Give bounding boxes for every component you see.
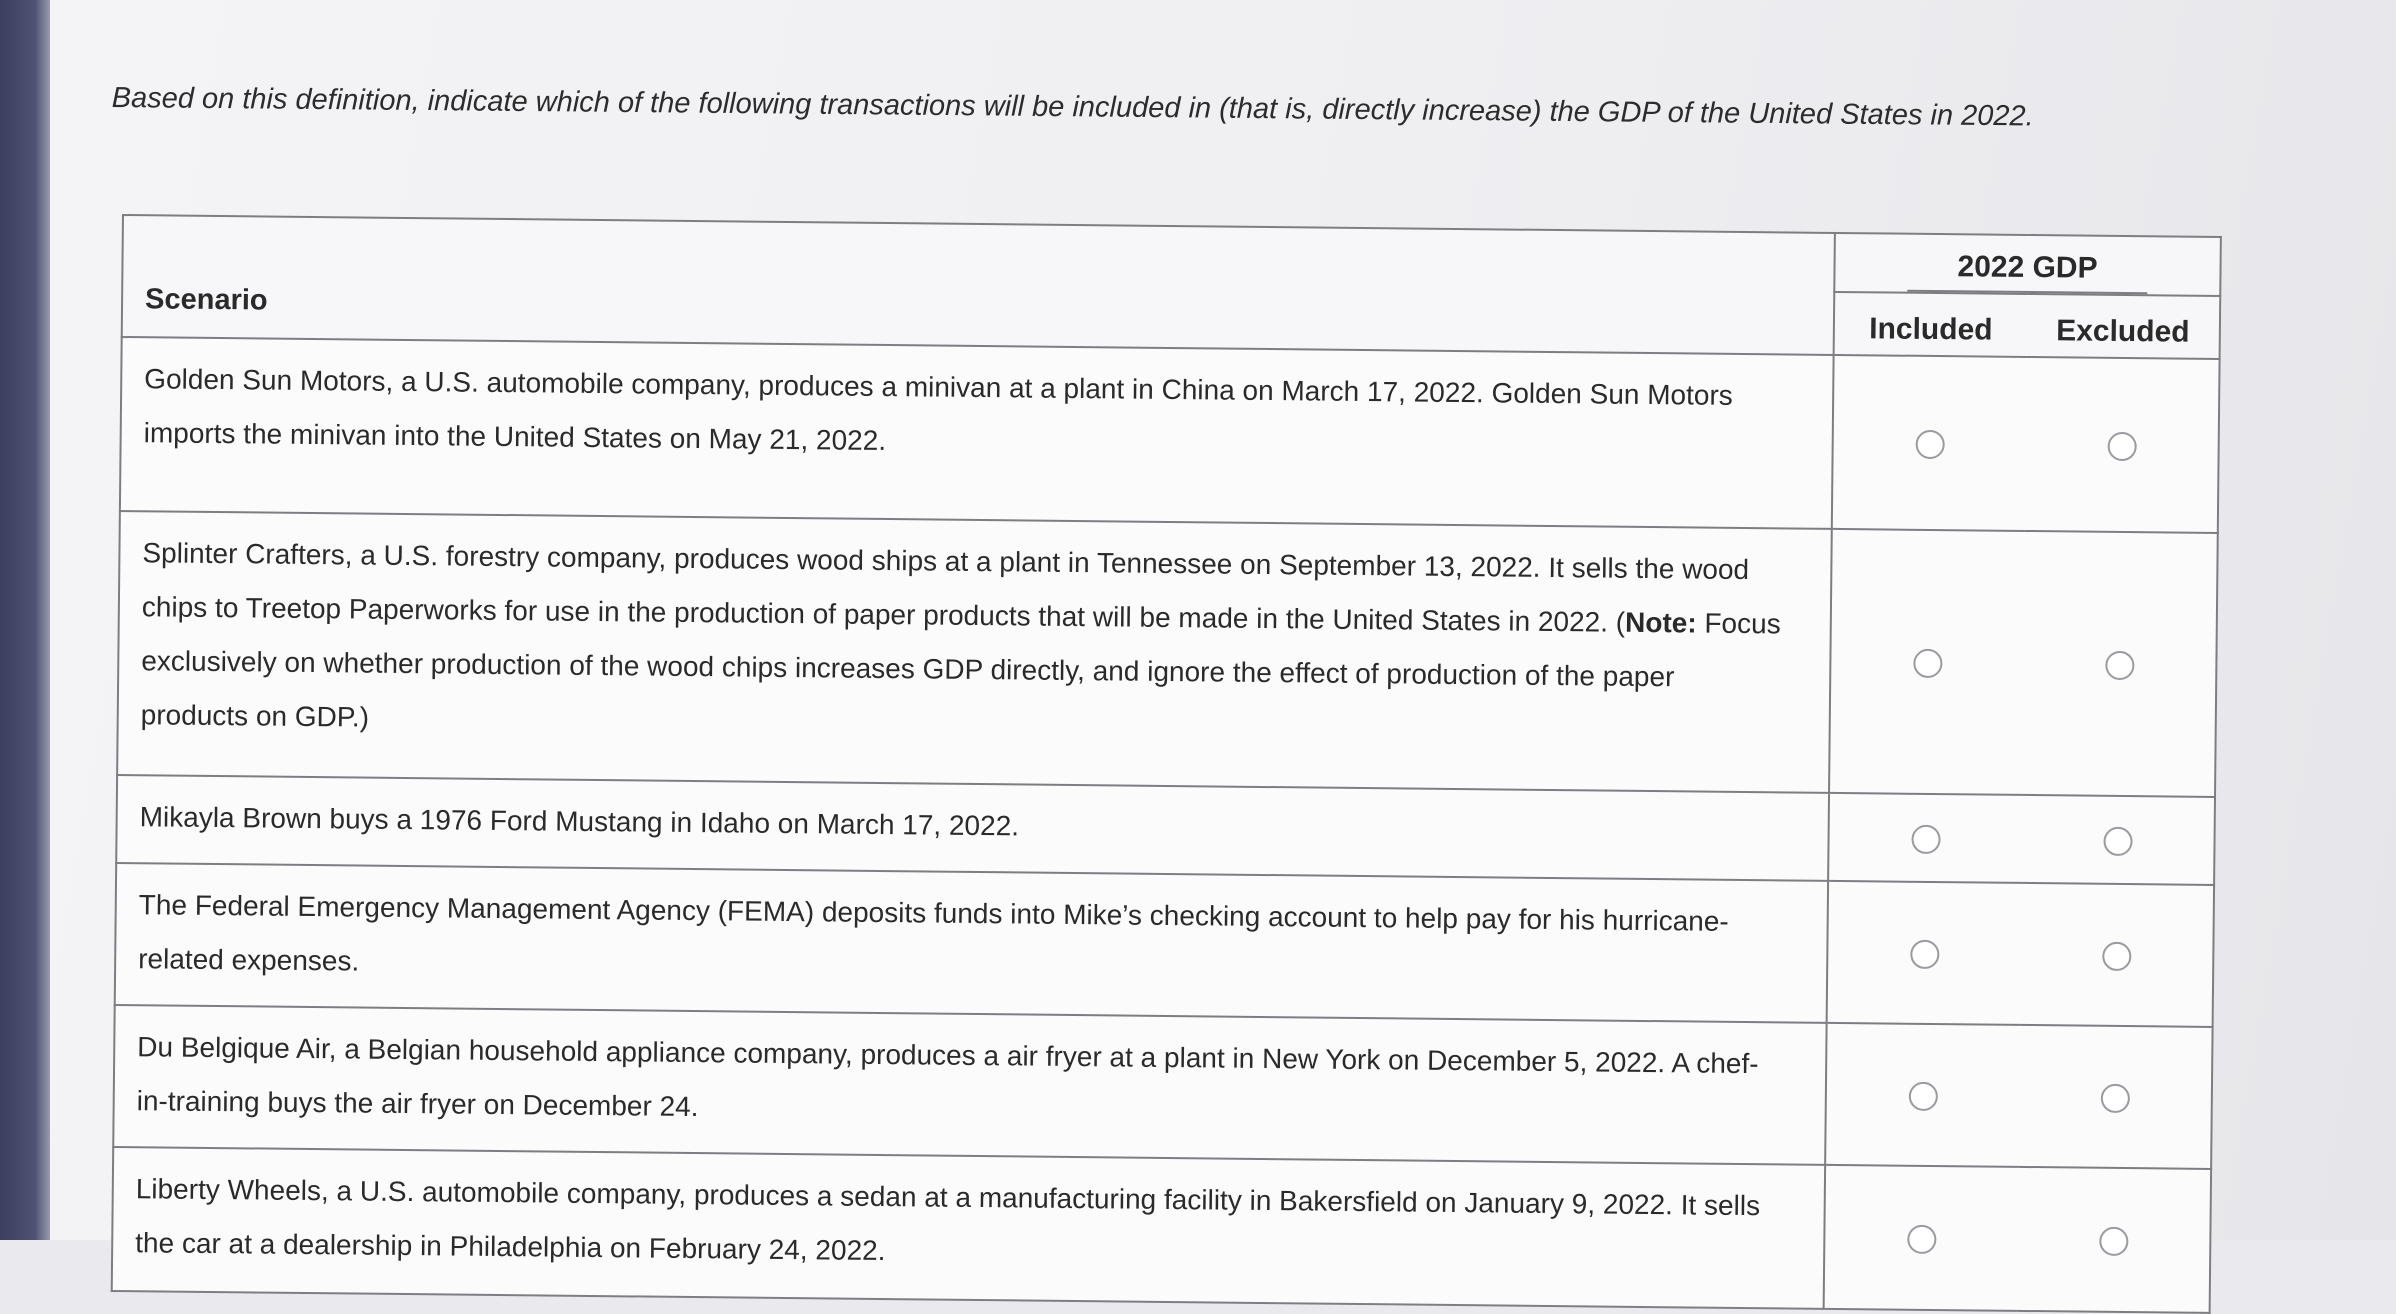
included-radio-mikayla-brown[interactable] [1911,825,1940,854]
included-column-header: Included [1834,292,2028,357]
included-radio-splinter-crafters[interactable] [1913,649,1942,678]
excluded-radio-golden-sun[interactable] [2107,432,2136,461]
excluded-option-cell [2022,531,2218,797]
included-radio-golden-sun[interactable] [1915,430,1944,459]
included-radio-fema[interactable] [1910,940,1939,969]
excluded-radio-mikayla-brown[interactable] [2103,827,2132,856]
excluded-option-cell [2025,357,2220,533]
excluded-radio-du-belgique-air[interactable] [2100,1084,2129,1113]
included-option-cell [1827,881,2021,1025]
excluded-option-cell [2021,795,2215,885]
gdp-group-header [1834,233,2221,296]
included-radio-liberty-wheels[interactable] [1907,1225,1936,1254]
excluded-option-cell [2020,883,2214,1027]
table-row [120,337,2220,533]
scenario-text-splinter-crafters [117,511,1832,793]
excluded-column-header: Excluded [2027,294,2221,359]
scenario-text-golden-sun: Golden Sun Motors, a U.S. automobile company, produces a minivan at a plant in China on March 17, 2022. Golden Sun Motors imports the minivan into the United States on May 21, 2022. [120,337,1834,529]
table-row [113,1005,2212,1169]
scenario-text-part: Splinter Crafters, a U.S. forestry company, produces wood ships at a plant in Tennessee on September 13, 2022. It sells the wood chips to Treetop Paperworks for use in the production of paper products that will be made in the United States in 2022. ( [141,537,1750,638]
excluded-radio-fema[interactable] [2102,942,2131,971]
scenario-text-fema: The Federal Emergency Management Agency (FEMA) deposits funds into Mike’s checking account to help pay for his hurricane-related expenses. [115,863,1828,1023]
table-row [115,863,2214,1027]
included-option-cell [1825,1023,2019,1167]
scenario-text-liberty-wheels: Liberty Wheels, a U.S. automobile company, produces a sedan at a manufacturing facility in Bakersfield on January 9, 2022. It sells the car at a dealership in Philadelphia on February 24, 2022. [112,1147,1825,1309]
gdp-table-container [111,214,2222,1314]
table-row [112,1147,2211,1313]
included-option-cell [1828,793,2022,883]
included-option-cell [1832,355,2027,531]
scenario-column-header: Scenario [122,215,1835,355]
question-prompt: Based on this definition, indicate which of the following transactions will be included in (that is, directly increase) the GDP of the United States in 2022. [111,81,2034,133]
question-page [50,0,2396,1267]
gdp-group-label: 2022 GDP [1907,244,2148,295]
scenario-text-part: Focus exclusively on whether production of the wood chips increases GDP directly, and ignore the effect of production of the paper products on GDP.) [140,607,1781,733]
table-header-row [122,215,2221,296]
included-option-cell [1829,529,2025,795]
included-radio-du-belgique-air[interactable] [1908,1082,1937,1111]
included-option-cell [1824,1165,2018,1311]
left-edge-panel [0,0,50,1240]
gdp-classification-table [111,214,2222,1314]
scenario-text-du-belgique-air: Du Belgique Air, a Belgian household appliance company, produces a air fryer at a plant in New York on December 5, 2022. A chef-in-training buys the air fryer on December 24. [113,1005,1826,1165]
excluded-radio-splinter-crafters[interactable] [2105,651,2134,680]
excluded-radio-liberty-wheels[interactable] [2099,1227,2128,1256]
note-label: Note: [1624,606,1697,639]
table-row [117,511,2218,797]
excluded-option-cell [2018,1025,2212,1169]
scenario-text-mikayla-brown: Mikayla Brown buys a 1976 Ford Mustang in Idaho on March 17, 2022. [116,775,1829,881]
